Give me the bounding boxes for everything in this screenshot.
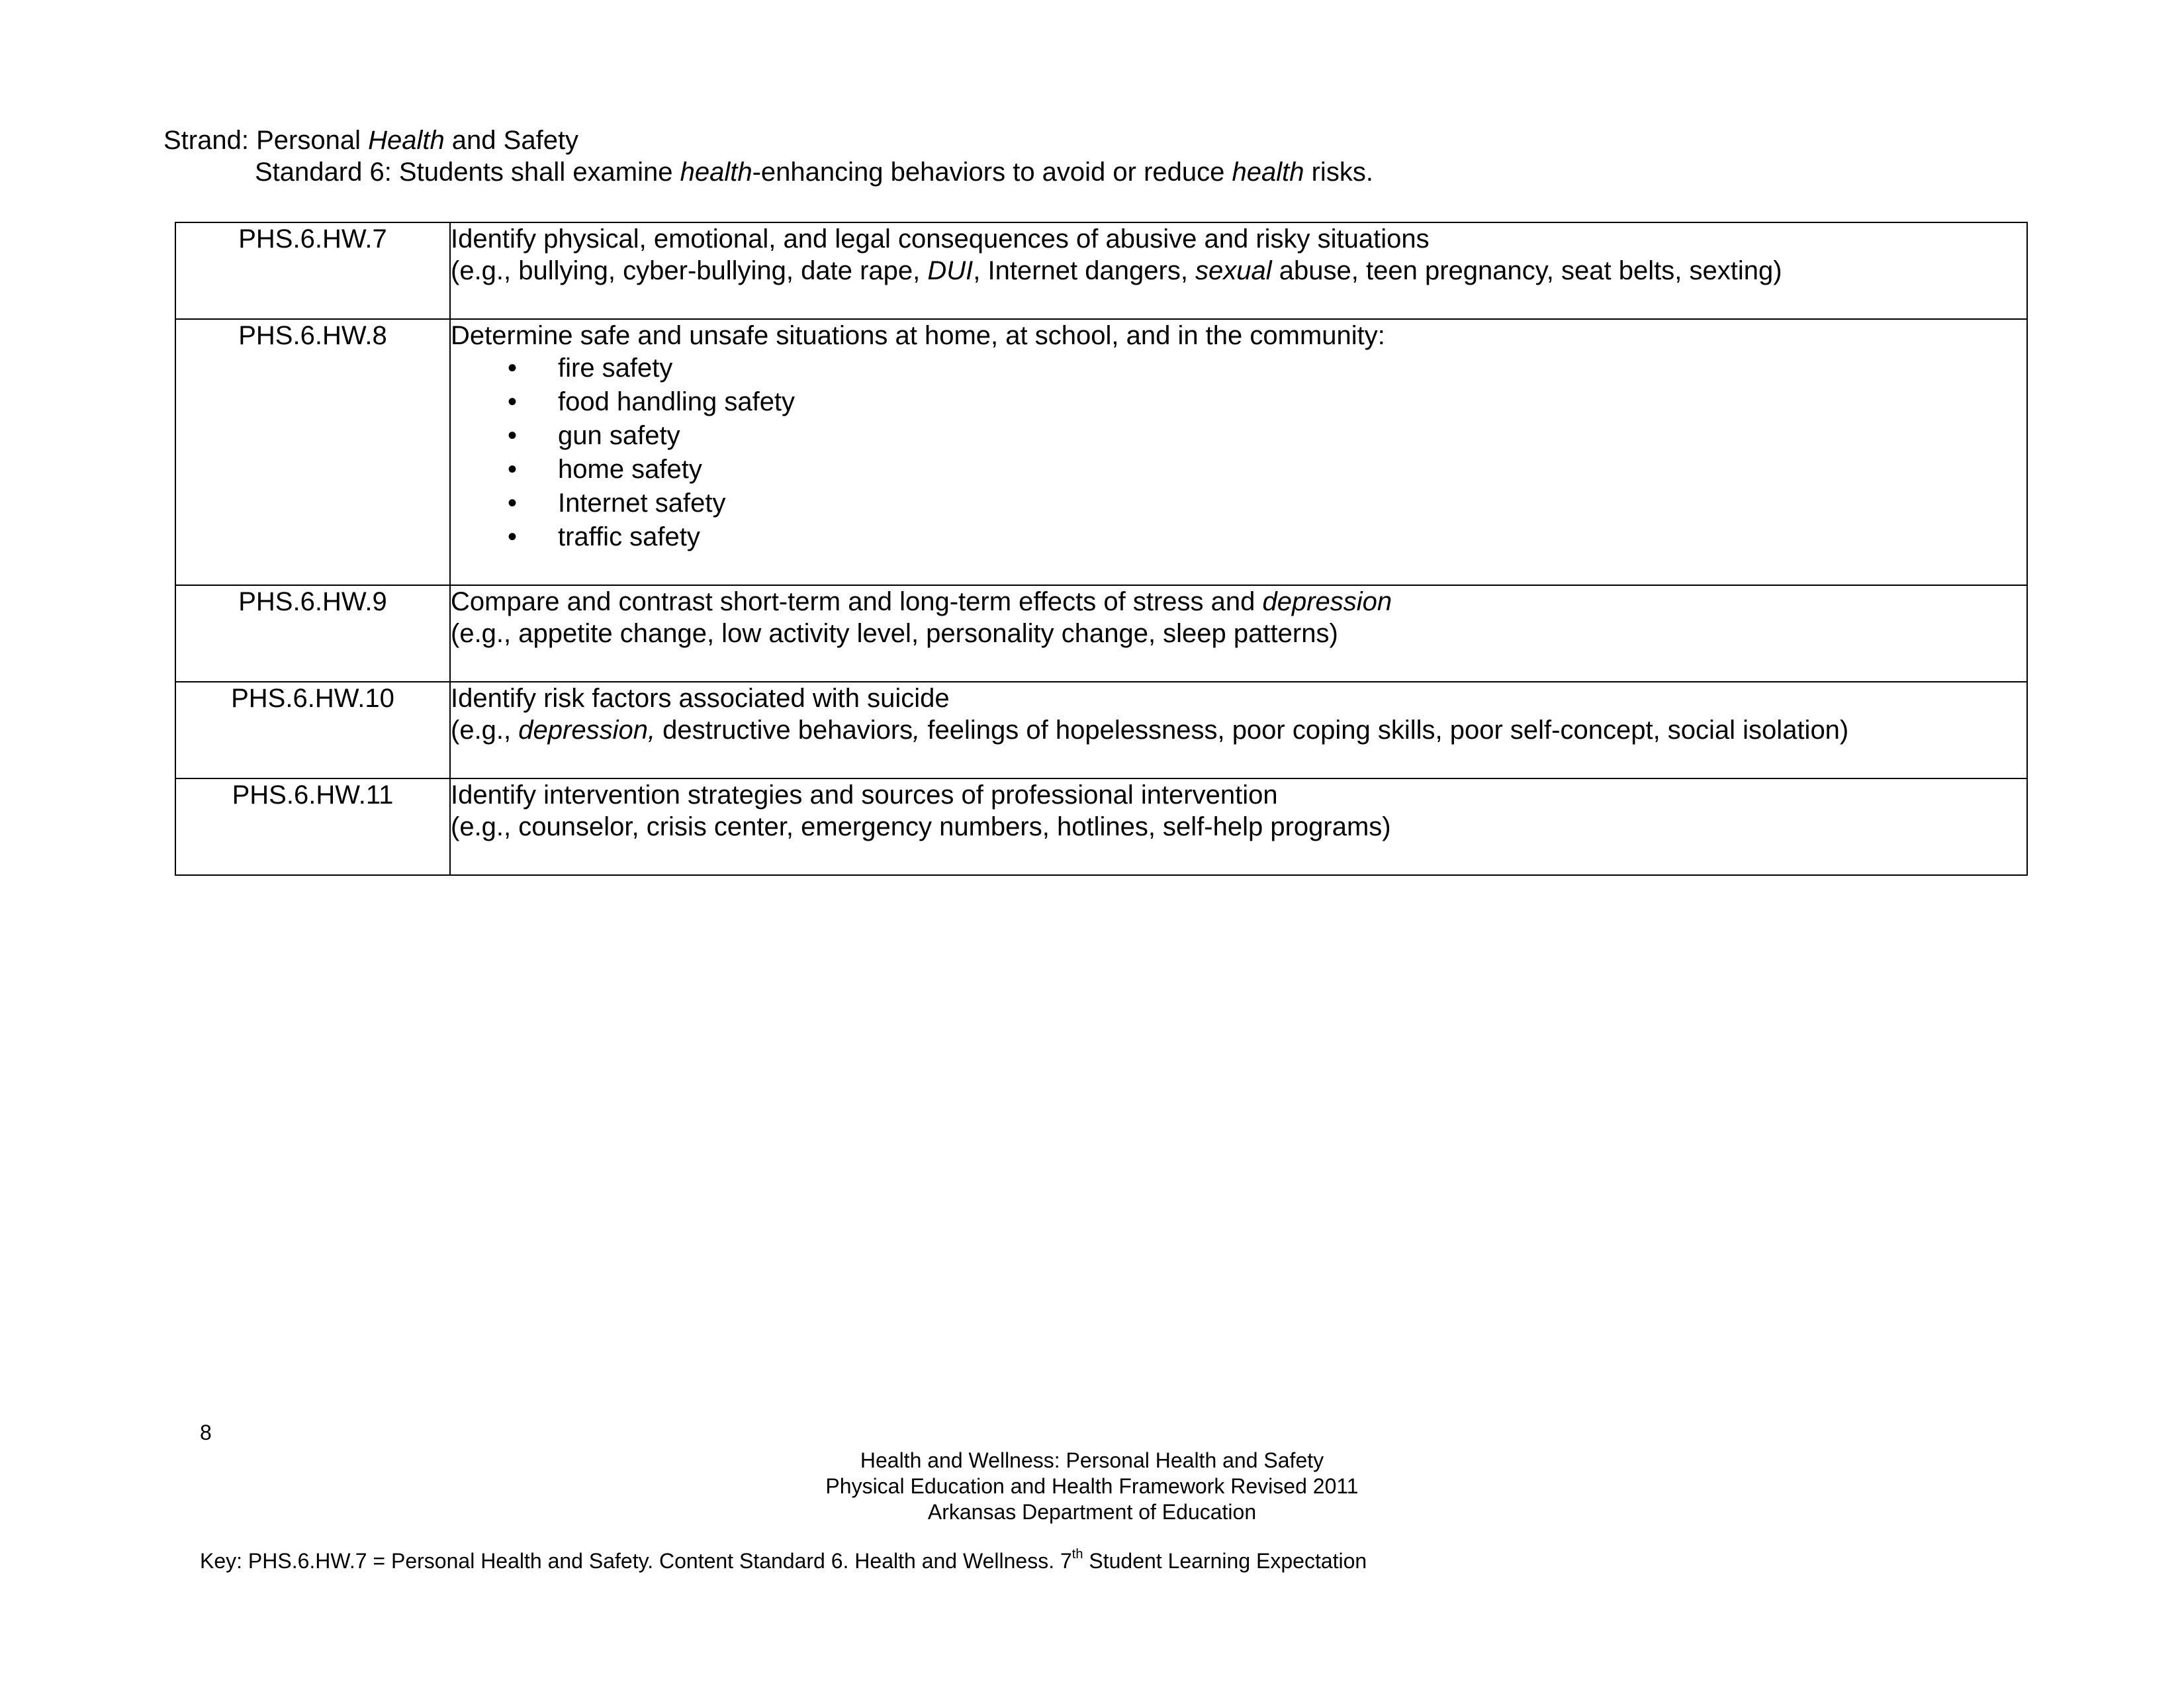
key-superscript: th <box>1071 1547 1083 1562</box>
expectation-code: PHS.6.HW.11 <box>175 778 450 875</box>
examples-text: (e.g., bullying, cyber-bullying, date rape, <box>451 256 928 285</box>
expectation-description <box>450 319 2027 585</box>
page-number: 8 <box>200 1421 212 1444</box>
table-row <box>175 778 2027 875</box>
description-line <box>451 586 2026 618</box>
expectations-table <box>175 222 2028 876</box>
table-row <box>175 222 2027 319</box>
key-footnote <box>200 1548 1367 1574</box>
strand-prefix: Strand: Personal <box>163 126 369 155</box>
list-item-text: Internet safety <box>558 489 726 518</box>
list-item-text: home safety <box>558 455 702 484</box>
examples-text: abuse, teen pregnancy, seat belts, sexting) <box>1271 256 1782 285</box>
examples-text: feelings of hopelessness, poor coping skills, poor self-concept, social isolation) <box>920 716 1849 745</box>
strand-heading <box>163 124 578 156</box>
examples-text: , Internet dangers, <box>973 256 1196 285</box>
description-line: Identify physical, emotional, and legal consequences of abusive and risky situations <box>451 224 1430 254</box>
expectation-description <box>450 222 2027 319</box>
examples-text: (e.g., <box>451 716 519 745</box>
expectation-code: PHS.6.HW.8 <box>175 319 450 585</box>
list-item-text: fire safety <box>558 353 673 383</box>
examples-italic: DUI <box>927 256 974 285</box>
key-prefix: Key: PHS.6.HW.7 = Personal Health and Safety. Content Standard 6. Health and Wellness. 7 <box>200 1549 1072 1573</box>
bullet-icon: • <box>508 522 518 551</box>
list-item <box>451 520 2026 554</box>
footer-line-1: Health and Wellness: Personal Health and Safety <box>860 1448 1324 1472</box>
bullet-icon: • <box>508 387 518 416</box>
examples-italic: sexual <box>1195 256 1272 285</box>
list-item-text: gun safety <box>558 421 680 450</box>
description-line: Determine safe and unsafe situations at home, at school, and in the community: <box>451 321 1385 350</box>
examples-line: (e.g., counselor, crisis center, emergency numbers, hotlines, self-help programs) <box>451 812 1391 841</box>
list-item <box>451 385 2026 419</box>
list-item-text: traffic safety <box>558 522 700 551</box>
bullet-icon: • <box>508 455 518 484</box>
standard-suffix: risks. <box>1304 158 1373 187</box>
expectation-description <box>450 682 2027 778</box>
expectation-description <box>450 778 2027 875</box>
expectation-code: PHS.6.HW.7 <box>175 222 450 319</box>
list-item <box>451 419 2026 453</box>
examples-italic: depression, <box>518 716 656 745</box>
description-line: Identify intervention strategies and sources of professional intervention <box>451 780 1278 810</box>
strand-suffix: and Safety <box>444 126 579 155</box>
expectation-code: PHS.6.HW.10 <box>175 682 450 778</box>
expectation-code: PHS.6.HW.9 <box>175 585 450 682</box>
bullet-icon: • <box>508 489 518 518</box>
description-italic: depression <box>1262 587 1392 616</box>
standard-prefix: Standard 6: Students shall examine <box>255 158 680 187</box>
examples-line <box>451 714 2026 746</box>
table-row <box>175 682 2027 778</box>
expectation-description <box>450 585 2027 682</box>
strand-italic: Health <box>368 126 445 155</box>
list-item <box>451 487 2026 520</box>
table-row <box>175 585 2027 682</box>
standard-italic-1: health <box>680 158 752 187</box>
examples-text: destructive behaviors <box>655 716 913 745</box>
standard-heading <box>255 156 1373 188</box>
bullet-icon: • <box>508 353 518 383</box>
examples-line: (e.g., appetite change, low activity level, personality change, sleep patterns) <box>451 619 1338 648</box>
standard-mid: -enhancing behaviors to avoid or reduce <box>752 158 1232 187</box>
bullet-icon: • <box>508 421 518 450</box>
standard-italic-2: health <box>1232 158 1304 187</box>
key-suffix: Student Learning Expectation <box>1083 1549 1367 1573</box>
safety-bullet-list <box>451 352 2026 554</box>
examples-line <box>451 255 2026 287</box>
list-item-text: food handling safety <box>558 387 796 416</box>
examples-italic: , <box>913 716 921 745</box>
list-item <box>451 352 2026 385</box>
list-item <box>451 453 2026 487</box>
description-text: Compare and contrast short-term and long-term effects of stress and <box>451 587 1263 616</box>
footer-line-3: Arkansas Department of Education <box>927 1500 1257 1524</box>
table-row <box>175 319 2027 585</box>
description-line: Identify risk factors associated with suicide <box>451 684 950 713</box>
footer-line-2: Physical Education and Health Framework Revised 2011 <box>825 1474 1359 1498</box>
